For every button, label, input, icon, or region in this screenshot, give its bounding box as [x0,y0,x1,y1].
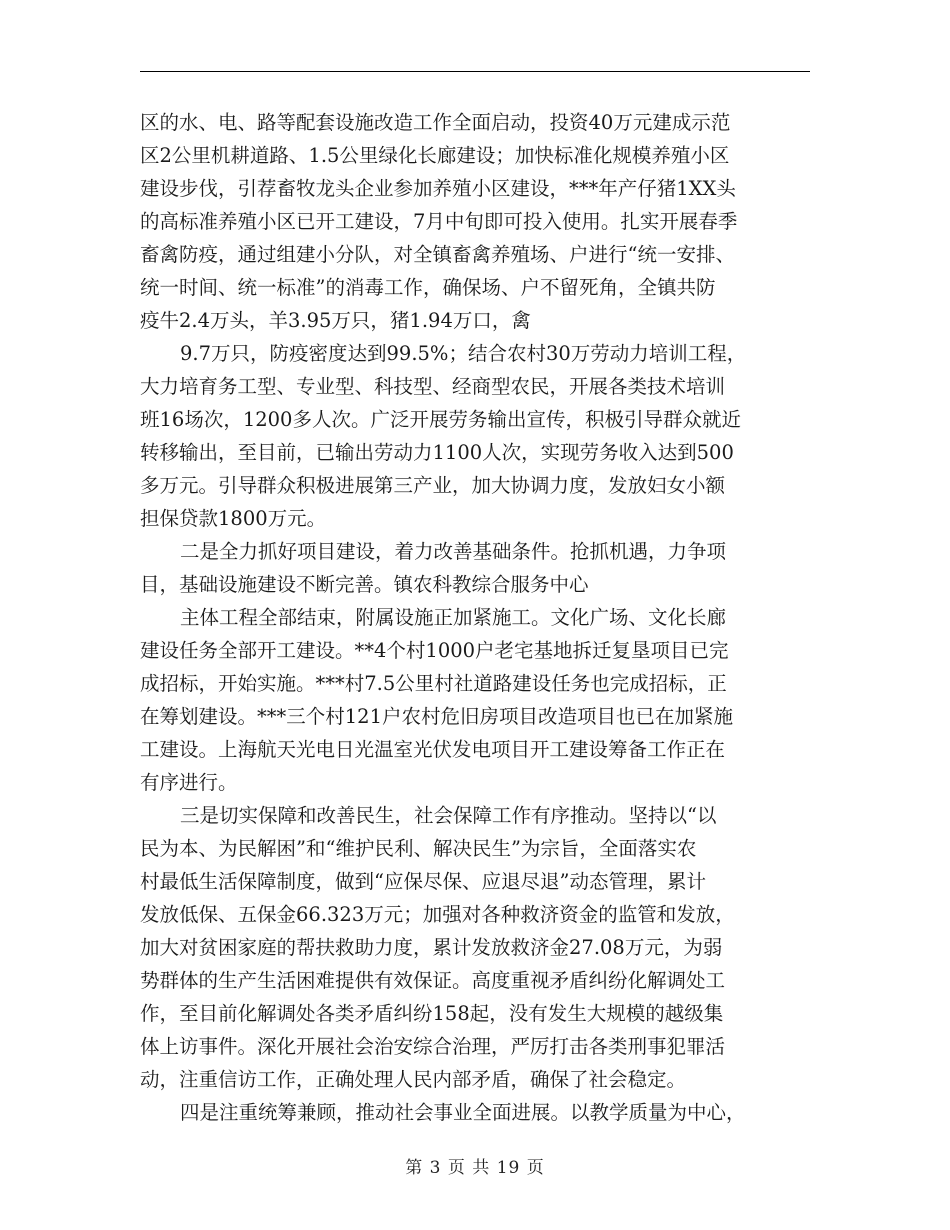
text-line: 二是全力抓好项目建设，着力改善基础条件。抢抓机遇，力争项 [180,540,727,563]
paragraph-6 [140,1096,812,1129]
text-line: 村最低生活保障制度，做到“应保尽保、应退尽退”动态管理，累计 [140,870,706,893]
text-line: 四是注重统筹兼顾，推动社会事业全面进展。以教学质量为中心， [180,1101,746,1124]
text-line: 工建设。上海航天光电日光温室光伏发电项目开工建设筹备工作正在 [140,738,726,761]
text-line: 民为本、为民解困”和“维护民利、解决民生”为宗旨，全面落实农 [140,837,697,860]
page-number-label: 第 3 页 共 19 页 [405,1158,545,1178]
text-line: 转移输出，至目前，已输出劳动力1100人次，实现劳务收入达到500 [140,441,734,464]
paragraph-1 [140,106,812,337]
text-line: 发放低保、五保金66.323万元；加强对各种救济资金的监管和发放， [140,903,735,926]
paragraph-5 [140,799,812,1096]
text-line: 在筹划建设。***三个村121户农村危旧房项目改造项目也已在加紧施 [140,705,733,728]
text-line: 目，基础设施建设不断完善。镇农科教综合服务中心 [140,573,589,596]
text-line: 势群体的生产生活困难提供有效保证。高度重视矛盾纠纷化解调处工 [140,969,726,992]
text-line: 动，注重信访工作，正确处理人民内部矛盾，确保了社会稳定。 [140,1068,687,1091]
text-line: 9.7万只，防疫密度达到99.5%；结合农村30万劳动力培训工程， [180,342,747,365]
header-rule [140,71,810,72]
text-line: 担保贷款1800万元。 [140,507,327,530]
text-line: 建设任务全部开工建设。**4个村1000户老宅基地拆迁复垦项目已完 [140,639,729,662]
text-line: 大力培育务工型、专业型、科技型、经商型农民，开展各类技术培训 [140,375,726,398]
text-line: 的高标准养殖小区已开工建设，7月中旬即可投入使用。扎实开展春季 [140,210,738,233]
text-line: 主体工程全部结束，附属设施正加紧施工。文化广场、文化长廊 [180,606,727,629]
paragraph-2 [140,337,812,535]
text-line: 多万元。引导群众积极进展第三产业，加大协调力度，发放妇女小额 [140,474,726,497]
text-line: 班16场次，1200多人次。广泛开展劳务输出宣传，积极引导群众就近 [140,408,741,431]
text-line: 作，至目前化解调处各类矛盾纠纷158起，没有发生大规模的越级集 [140,1002,724,1025]
text-line: 体上访事件。深化开展社会治安综合治理，严厉打击各类刑事犯罪活 [140,1035,726,1058]
text-line: 建设步伐，引荐畜牧龙头企业参加养殖小区建设，***年产仔猪1XX头 [140,177,736,200]
text-line: 区的水、电、路等配套设施改造工作全面启动，投资40万元建成示范 [140,111,731,134]
paragraph-3 [140,535,812,601]
text-line: 统一时间、统一标准”的消毒工作，确保场、户不留死角，全镇共防 [140,276,716,299]
text-line: 区2公里机耕道路、1.5公里绿化长廊建设；加快标准化规模养殖小区 [140,144,730,167]
text-line: 疫牛2.4万头，羊3.95万只，猪1.94万口，禽 [140,309,531,332]
page-footer [0,1153,950,1178]
text-line: 三是切实保障和改善民生，社会保障工作有序推动。坚持以“以 [180,804,717,827]
text-line: 加大对贫困家庭的帮扶救助力度，累计发放救济金27.08万元，为弱 [140,936,723,959]
text-line: 有序进行。 [140,771,238,794]
paragraph-4 [140,601,812,799]
document-body [140,106,812,1129]
text-line: 成招标，开始实施。***村7.5公里村社道路建设任务也完成招标，正 [140,672,727,695]
text-line: 畜禽防疫，通过组建小分队，对全镇畜禽养殖场、户进行“统一安排、 [140,243,735,266]
